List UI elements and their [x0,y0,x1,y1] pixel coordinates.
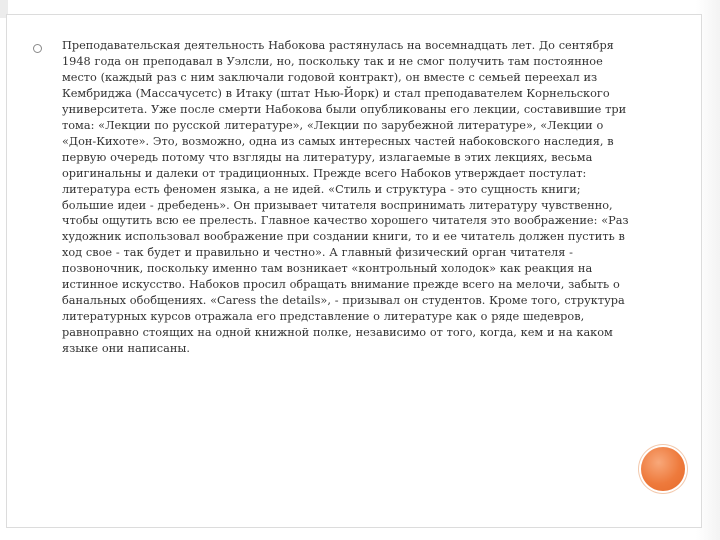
orange-circle-icon [641,447,685,491]
bullet-circle-icon [33,44,42,53]
slide-body-text: Преподавательская деятельность Набокова растянулась на восемнадцать лет. До сентября 1948 года он преподавал в Уэлсли, но, поскольку так и не смог получить там постоянное место (каждый раз с ним заключали годовой контракт), он вместе с семьей переехал из Кембриджа (Массачусетс) в Итаку (штат Нью-Йорк) и стал преподавателем Корнельского университета. Уже после смерти Набокова были опубликованы его лекции, составившие три тома: «Лекции по русской литературе», «Лекции по зарубежной литературе», «Лекции о «Дон-Кихоте». Это, возможно, одна из самых интересных частей набоковского наследия, в первую очередь потому что взгляды на литературу, излагаемые в этих лекциях, весьма оригинальны и далеки от традиционных. Прежде всего Набоков утверждает постулат: литература есть феномен языка, а не идей. «Стиль и структура - это сущность книги; большие идеи - дребедень». Он призывает читателя воспринимать литературу чувственно, чтобы ощутить всю ее прелесть. Главное качество хорошего читателя это воображение: «Раз художник использовал воображение при создании книги, то и ее читатель должен пустить в ход свое - так будет и правильно и честно». А главный физический орган читателя - позвоночник, поскольку именно там возникает «контрольный холодок» как реакция на истинное искусство. Набоков просил обращать внимание прежде всего на мелочи, забыть о банальных обобщениях. «Caress the details», - призывал он студентов. Кроме того, структура литературных курсов отражала его представление о литературе как о ряде шедевров, равноправно стоящих на одной книжной полке, независимо от того, когда, кем и на каком языке они написаны. [62,39,629,356]
